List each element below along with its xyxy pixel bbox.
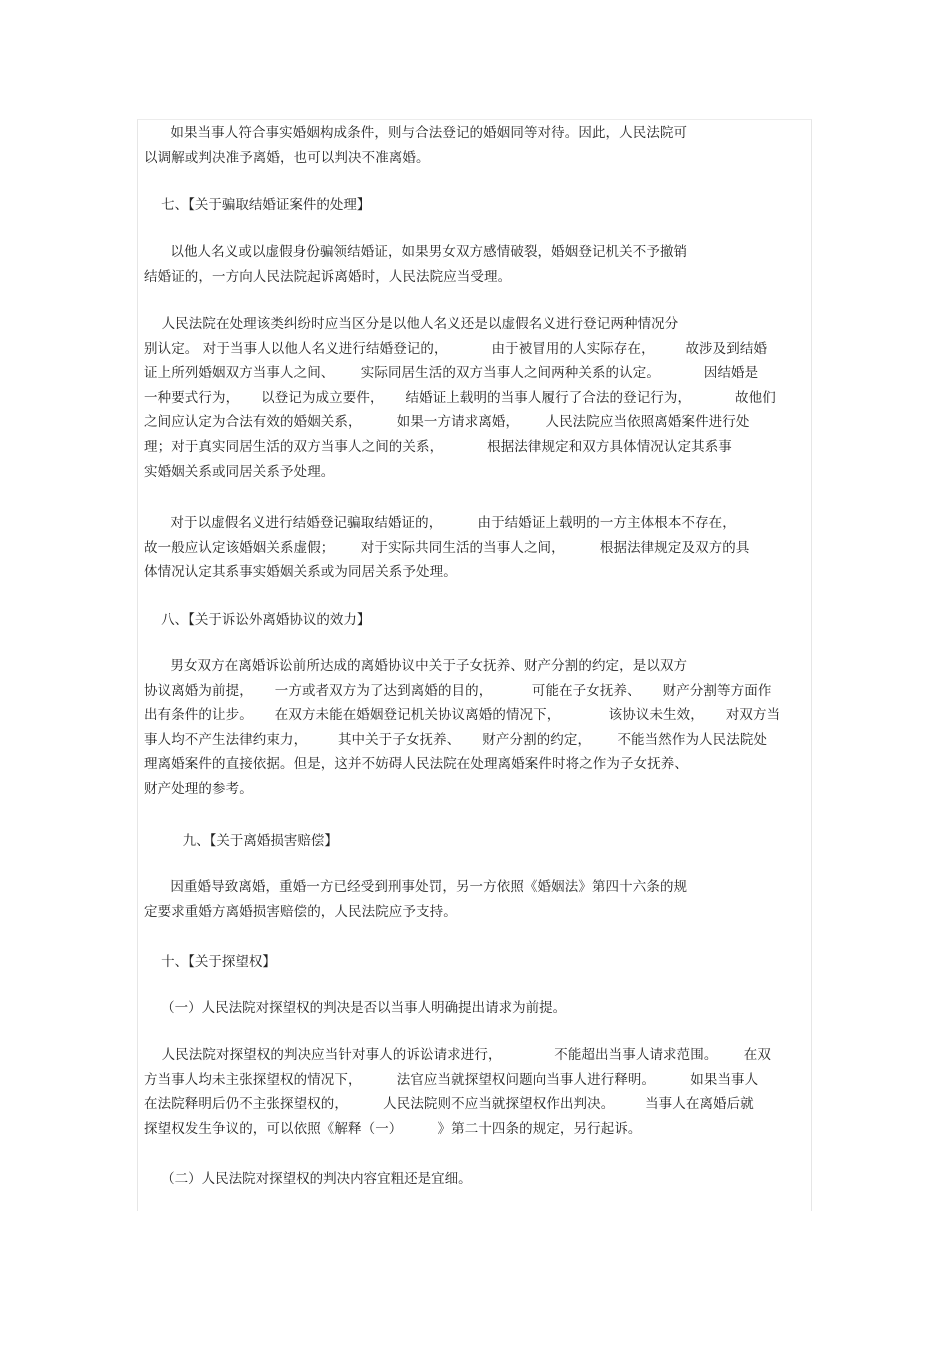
text-line: 如果当事人符合事实婚姻构成条件，则与合法登记的婚姻同等对待。因此，人民法院可 (144, 125, 688, 141)
paragraph (144, 1043, 771, 1141)
text-line: 故一般应认定该婚姻关系虚假； 对于实际共同生活的当事人之间， 根据法律规定及双方的具 (144, 539, 750, 556)
text-line: 结婚证的，一方向人民法院起诉离婚时，人民法院应当受理。 (144, 268, 512, 285)
subsection-heading-2: （二）人民法院对探望权的判决内容宜粗还是宜细。 (144, 1171, 472, 1187)
text-line: 财产处理的参考。 (144, 780, 253, 797)
text-line: 实婚姻关系或同居关系予处理。 (144, 463, 335, 480)
section-heading-8: 八、【关于诉讼外离婚协议的效力】 (144, 612, 371, 628)
text-line: 方当事人均未主张探望权的情况下， 法官应当就探望权问题向当事人进行释明。 如果当事人 (144, 1071, 759, 1088)
text-line: 一种要式行为， 以登记为成立要件， 结婚证上载明的当事人履行了合法的登记行为， 故他们 (144, 389, 776, 406)
text-line: 以他人名义或以虚假身份骗领结婚证，如果男女双方感情破裂，婚姻登记机关不予撤销 (144, 244, 688, 260)
text-line: 男女双方在离婚诉讼前所达成的离婚协议中关于子女抚养、财产分割的约定，是以双方 (144, 658, 688, 674)
text-line: 人民法院对探望权的判决应当针对事人的诉讼请求进行， 不能超出当事人请求范围。 在双 (144, 1047, 772, 1063)
text-line: 证上所列婚姻双方当事人之间、 实际同居生活的双方当事人之间两种关系的认定。 因结婚是 (144, 365, 759, 382)
text-line: 别认定。 对于当事人以他人名义进行结婚登记的， 由于被冒用的人实际存在， 故涉及到结婚 (144, 340, 768, 357)
text-line: 之间应认定为合法有效的婚姻关系， 如果一方请求离婚， 人民法院应当依照离婚案件进行处 (144, 414, 750, 431)
text-line: 事人均不产生法律约束力， 其中关于子女抚养、 财产分割的约定， 不能当然作为人民法院处 (144, 731, 768, 748)
text-line: 定要求重婚方离婚损害赔偿的，人民法院应予支持。 (144, 903, 457, 920)
section-heading-7: 七、【关于骗取结婚证案件的处理】 (144, 197, 371, 213)
text-line: 以调解或判决准予离婚，也可以判决不准离婚。 (144, 149, 430, 166)
text-line: 体情况认定其系事实婚姻关系或为同居关系予处理。 (144, 564, 457, 581)
paragraph (144, 312, 776, 484)
text-line: 出有条件的让步。 在双方未能在婚姻登记机关协议离婚的情况下， 该协议未生效， 对双方当 (144, 707, 781, 724)
paragraph (144, 875, 687, 924)
text-line: 理；对于真实同居生活的双方当事人之间的关系， 根据法律规定和双方具体情况认定其系事 (144, 438, 732, 455)
text-line: 协议离婚为前提， 一方或者双方为了达到离婚的目的， 可能在子女抚养、 财产分割等方面作 (144, 682, 772, 699)
text-line: 探望权发生争议的，可以依照《解释（一） 》第二十四条的规定，另行起诉。 (144, 1120, 642, 1137)
text-line: 人民法院在处理该类纠纷时应当区分是以他人名义还是以虚假名义进行登记两种情况分 (144, 316, 679, 332)
section-heading-10: 十、【关于探望权】 (144, 954, 276, 970)
text-line: 在法院释明后仍不主张探望权的， 人民法院则不应当就探望权作出判决。 当事人在离婚后就 (144, 1096, 754, 1113)
section-heading-9: 九、【关于离婚损害赔偿】 (144, 833, 338, 849)
paragraph (144, 654, 780, 802)
text-line: 因重婚导致离婚，重婚一方已经受到刑事处罚，另一方依照《婚姻法》第四十六条的规 (144, 879, 688, 895)
text-line: 对于以虚假名义进行结婚登记骗取结婚证的， 由于结婚证上载明的一方主体根本不存在， (144, 515, 736, 531)
paragraph (144, 121, 687, 170)
subsection-heading-1: （一）人民法院对探望权的判决是否以当事人明确提出请求为前提。 (144, 1000, 567, 1016)
paragraph (144, 240, 687, 289)
text-line: 理离婚案件的直接依据。但是，这并不妨碍人民法院在处理离婚案件时将之作为子女抚养、 (144, 756, 688, 773)
paragraph (144, 511, 749, 585)
